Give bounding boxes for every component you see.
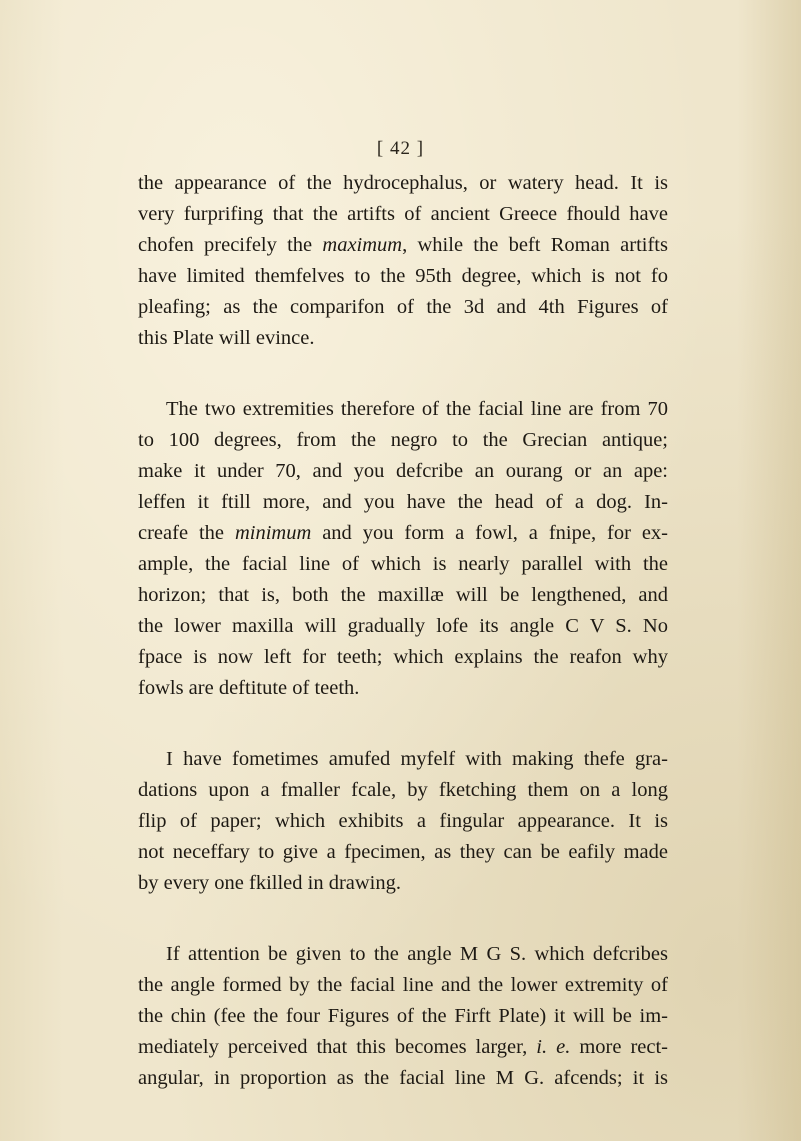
text-line: angular, in proportion as the facial line M G. afcends; it is <box>138 1067 668 1089</box>
text-line: fpace is now left for teeth; which explains the reafon why <box>138 646 668 668</box>
text-line: to 100 degrees, from the negro to the Grecian antique; <box>138 429 668 451</box>
paragraph-3 <box>138 744 668 899</box>
page-number-header: [ 42 ] <box>376 138 425 159</box>
text-line: horizon; that is, both the maxillæ will be lengthened, and <box>138 584 668 606</box>
text-line: this Plate will evince. <box>138 327 315 349</box>
text-line: the angle formed by the facial line and the lower extremity of <box>138 974 668 996</box>
text-line: pleafing; as the comparifon of the 3d and 4th Figures of <box>138 296 668 318</box>
text-line: mediately perceived that this becomes larger, i. e. more rect- <box>138 1036 669 1058</box>
text-line: chofen precifely the maximum, while the beft Roman artifts <box>138 234 668 256</box>
paragraph-4 <box>138 939 668 1094</box>
text-line: very furprifing that the artifts of ancient Greece fhould have <box>138 203 668 225</box>
paragraph-1 <box>138 168 668 354</box>
text-line: flip of paper; which exhibits a fingular appearance. It is <box>138 810 668 832</box>
text-line: not neceffary to give a fpecimen, as they can be eafily made <box>138 841 668 863</box>
text-line: make it under 70, and you defcribe an ourang or an ape: <box>138 460 668 482</box>
text-line: the lower maxilla will gradually lofe its angle C V S. No <box>138 615 668 637</box>
text-line: have limited themfelves to the 95th degree, which is not fo <box>138 265 668 287</box>
text-line: dations upon a fmaller fcale, by fketching them on a long <box>138 779 668 801</box>
text-line: fowls are deftitute of teeth. <box>138 677 360 699</box>
text-line: The two extremities therefore of the facial line are from 70 <box>166 398 668 420</box>
text-line: creafe the minimum and you form a fowl, a fnipe, for ex- <box>138 522 668 544</box>
text-line: If attention be given to the angle M G S. which defcribes <box>166 943 668 965</box>
text-line: by every one fkilled in drawing. <box>138 872 402 894</box>
paragraph-spacer <box>138 354 668 394</box>
text-line: ample, the facial line of which is nearly parallel with the <box>138 553 668 575</box>
body-text <box>138 168 668 1094</box>
paragraph-spacer <box>138 704 668 744</box>
paragraph-2 <box>138 394 668 704</box>
text-line: the appearance of the hydrocephalus, or watery head. It is <box>138 172 668 194</box>
text-line: I have fometimes amufed myfelf with making thefe gra- <box>166 748 668 770</box>
text-line: leffen it ftill more, and you have the head of a dog. In- <box>138 491 668 513</box>
paragraph-spacer <box>138 899 668 939</box>
text-line: the chin (fee the four Figures of the Firft Plate) it will be im- <box>138 1005 668 1027</box>
